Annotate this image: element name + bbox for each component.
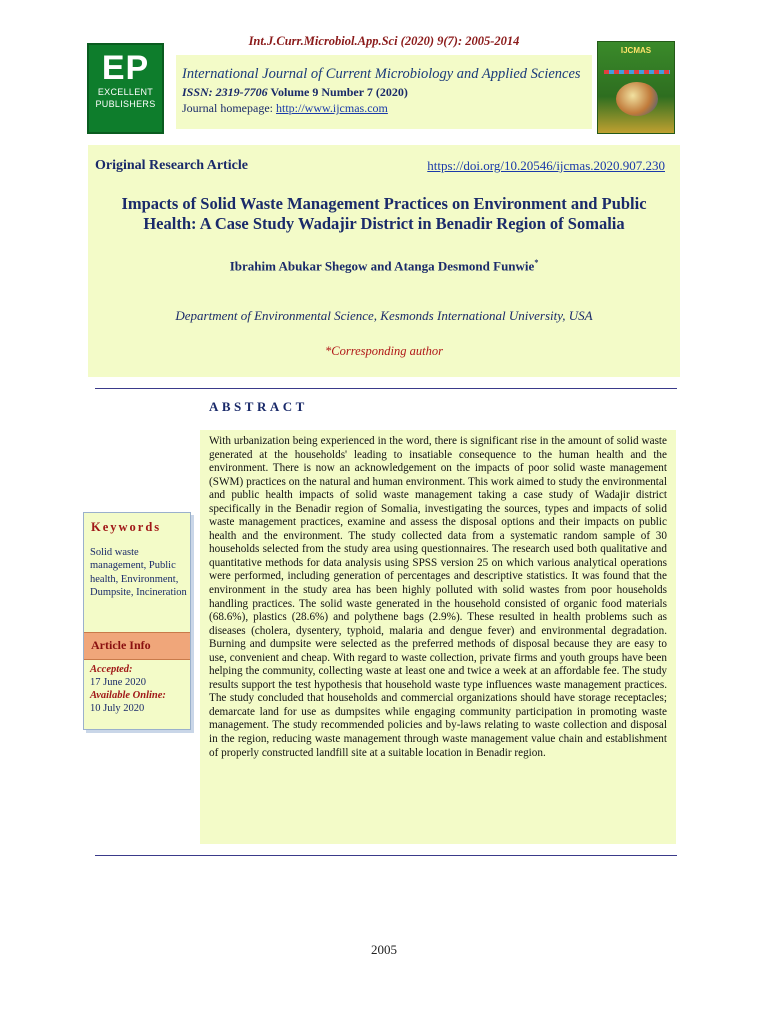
corresponding-note: *Corresponding author <box>325 344 443 358</box>
accepted-label: Accepted: <box>90 664 133 675</box>
issn-label: ISSN: 2319-7706 <box>182 85 268 99</box>
keywords-list: Solid waste management, Public health, Environment, Dumpsite, Incineration <box>90 547 187 599</box>
journal-issn <box>182 85 408 100</box>
affiliation: Department of Environmental Science, Kesmonds International University, USA <box>175 308 593 323</box>
article-info-bar <box>84 632 190 660</box>
homepage-link[interactable]: http://www.ijcmas.com <box>275 101 388 115</box>
paper-title-line2: Health: A Case Study Wadajir District in Benadir Region of Somalia <box>143 214 625 233</box>
online-label: Available Online: <box>90 690 166 701</box>
logo-letters: EP <box>101 49 150 87</box>
homepage-label: Journal homepage: <box>182 101 276 115</box>
online-date: 10 July 2020 <box>90 703 145 714</box>
abstract-box <box>200 430 676 844</box>
paper-title <box>88 194 680 234</box>
authors <box>88 258 680 274</box>
journal-homepage <box>182 101 388 116</box>
keywords-sidebar <box>83 512 191 730</box>
article-info-heading: Article Info <box>91 638 151 652</box>
logo-line2: PUBLISHERS <box>95 99 156 109</box>
volume-label: Volume 9 Number 7 (2020) <box>270 85 408 99</box>
author-names: Ibrahim Abukar Shegow and Atanga Desmond Funwie <box>229 258 535 274</box>
abstract-text: With urbanization being experienced in the word, there is significant rise in the amount of solid waste generated at the households' leading to insatiable consequence to the human health and the environment. There is now an acknowledgement on the impacts of poor solid waste management (SWM) practices on the natural and human environment. This work aimed to study the environmental and public health impacts of solid waste management taking a case study of Wadajir district specifically in the Benadir region of Somalia, investigating the sources, types and impacts of solid waste management practices, examine and assess the disposal options and their impacts on public health and the environment. The study collected data from a systematic random sample of 30 households selected from the study area using questionnaires. The research used both qualitative and quantitative methods for data analysis using SPSS version 25 on which various analytical operations were performed, including generation of percentages and descriptive statistics. It was found that the environment in the study area has been highly polluted with solid wastes from poor households handling practices. The solid waste generated in the household consisted of organic food materials (68.6%), plastics (28.6%) and polythene bags (2.9%). These resulted in health problems such as diseases (cholera, dysentery, typhoid, malaria and dengue fever) and environmental degradation. Burning and dumpsite were selected as the preferred methods of disposal because they are easy to use, convenient and cheap. With regard to waste collection, private firms and youth groups have been helping the community, collecting waste at least one and twice a week at an affordable fee. The study results support the test hypothesis that household waste type influences waste management practices. The study concluded that households and commercial organizations should have storage receptacles; demarcate land for use as dumpsites while engaging community participation in promoting waste management. The study recommended policies and by-laws relating to waste collection and disposal in the region, reducing waste management through waste management value chain and establishment of properly constructed landfill site at a suitable location in Benadir region. <box>209 435 667 759</box>
page-number: 2005 <box>371 942 397 957</box>
top-divider <box>95 388 677 389</box>
cover-title: IJCMAS <box>620 46 652 55</box>
journal-citation: Int.J.Curr.Microbiol.App.Sci (2020) 9(7): 2005-2014 <box>248 34 520 48</box>
paper-title-line1: Impacts of Solid Waste Management Practices on Environment and Public <box>121 194 647 213</box>
publisher-logo <box>87 43 164 134</box>
abstract-heading: ABSTRACT <box>209 399 308 414</box>
journal-title: International Journal of Current Microbiology and Applied Sciences <box>182 66 581 82</box>
cover-globe-graphic <box>616 82 658 116</box>
bottom-divider <box>95 855 677 856</box>
doi-link[interactable]: https://doi.org/10.20546/ijcmas.2020.907.230 <box>427 158 665 173</box>
journal-cover-image <box>597 41 675 134</box>
article-type: Original Research Article <box>95 158 248 173</box>
cover-dna-graphic <box>604 70 670 74</box>
keywords-heading: Keywords <box>91 520 162 534</box>
logo-line1: EXCELLENT <box>97 87 154 97</box>
corresponding-mark: * <box>534 258 539 267</box>
article-info-body <box>90 663 188 715</box>
accepted-date: 17 June 2020 <box>90 677 146 688</box>
